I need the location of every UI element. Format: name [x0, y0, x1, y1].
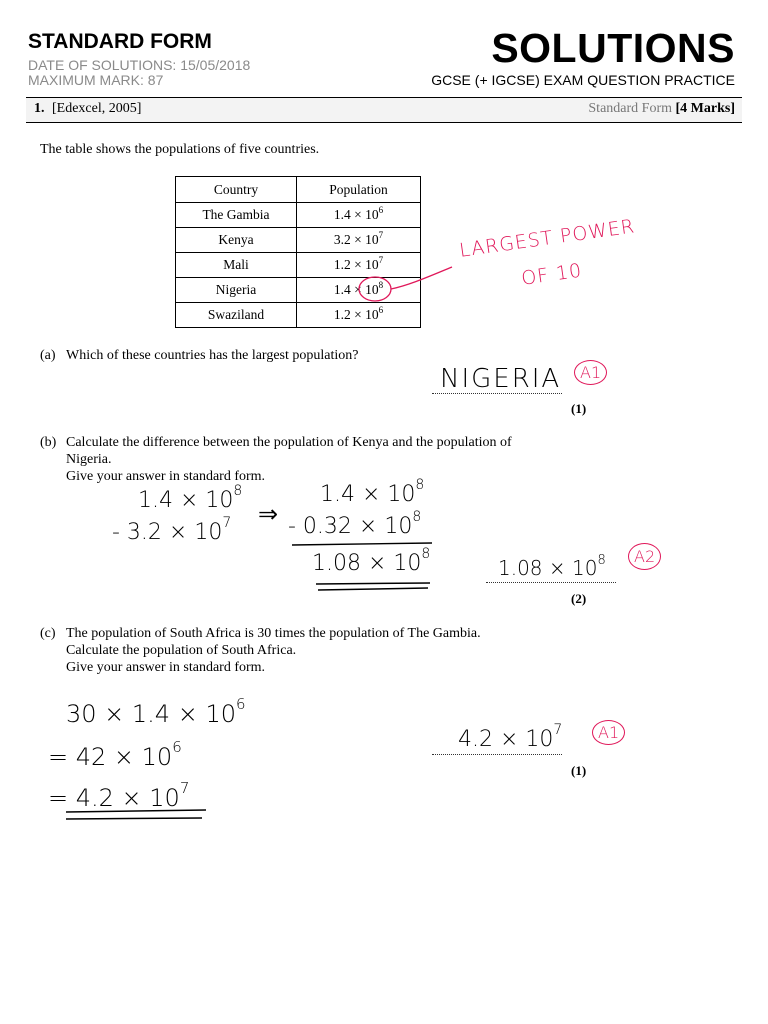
maximum-mark: MAXIMUM MARK: 87	[28, 72, 164, 88]
page-title: SOLUTIONS	[491, 25, 735, 71]
part-b-label: (b)	[40, 435, 57, 450]
column-header-country: Country	[176, 177, 297, 203]
part-b-marks: (2)	[571, 591, 587, 606]
award-badge: A2	[628, 543, 661, 570]
part-b-question-line2: Nigeria.	[66, 452, 112, 467]
part-a-answer: NIGERIA	[440, 364, 562, 394]
question-marks: [4 Marks]	[675, 101, 735, 116]
country-cell: Mali	[176, 253, 297, 278]
part-b-question-line3: Give your answer in standard form.	[66, 469, 266, 484]
question-source: [Edexcel, 2005]	[52, 101, 142, 116]
subtraction-line	[292, 543, 432, 545]
part-b-question-line1: Calculate the difference between the population of Kenya and the population of	[66, 435, 512, 450]
working-result: = $4.2 \times 10^7$	[48, 779, 190, 812]
working-line: - $0.32 \times 10^8$	[288, 509, 422, 539]
annotation-text: OF 10	[520, 259, 584, 290]
implies-arrow: ⇒	[258, 500, 279, 528]
award-badge: A1	[592, 720, 625, 745]
question-number: 1.	[34, 101, 45, 116]
part-c-question-line3: Give your answer in standard form.	[66, 660, 266, 675]
country-cell: Nigeria	[176, 278, 297, 303]
population-cell: $1.2 \times 10^6$	[297, 303, 421, 328]
population-cell: $1.2 \times 10^7$	[297, 253, 421, 278]
part-c-question-line1: The population of South Africa is 30 times the population of The Gambia.	[66, 626, 481, 641]
question-topic: Standard Form	[588, 101, 672, 116]
answer-underline	[66, 818, 202, 819]
award-badge: A1	[574, 360, 607, 385]
answer-line	[486, 582, 616, 583]
annotation-pointer-line	[391, 267, 452, 289]
column-header-population: Population	[297, 177, 421, 203]
part-c-marks: (1)	[571, 763, 587, 778]
page-subtitle: GCSE (+ IGCSE) EXAM QUESTION PRACTICE	[431, 72, 735, 88]
part-c-label: (c)	[40, 626, 56, 641]
country-cell: The Gambia	[176, 203, 297, 228]
working-result: $1.08 \times 10^8$	[312, 546, 431, 576]
part-a-question: Which of these countries has the largest population?	[66, 348, 359, 363]
answer-underline	[318, 588, 428, 590]
answer-line	[432, 393, 562, 394]
topic-title: STANDARD FORM	[28, 30, 212, 53]
part-b-answer: $1.08 \times 10^8$	[498, 553, 606, 580]
date-of-solutions: DATE OF SOLUTIONS: 15/05/2018	[28, 57, 251, 73]
answer-underline	[316, 583, 430, 584]
population-cell: $1.4 \times 10^8$	[297, 278, 421, 303]
working-line: $1.4 \times 10^8$	[320, 477, 425, 507]
working-line: = $42 \times 10^6$	[48, 738, 182, 771]
part-c-question-line2: Calculate the population of South Africa.	[66, 643, 297, 658]
working-line: $30 \times 1.4 \times 10^6$	[66, 695, 246, 728]
country-cell: Swaziland	[176, 303, 297, 328]
population-cell: $1.4 \times 10^6$	[297, 203, 421, 228]
part-a-marks: (1)	[571, 401, 587, 416]
answer-line	[432, 754, 562, 755]
working-line: $1.4 \times 10^8$	[138, 483, 243, 513]
working-line: - $3.2 \times 10^7$	[112, 515, 232, 545]
part-a-label: (a)	[40, 348, 56, 363]
highlight-circle	[359, 277, 391, 301]
part-c-answer: $4.2 \times 10^7$	[458, 722, 563, 752]
population-cell: $3.2 \times 10^7$	[297, 228, 421, 253]
annotation-text: LARGEST POWER	[458, 215, 637, 262]
question-intro: The table shows the populations of five countries.	[40, 142, 320, 157]
country-cell: Kenya	[176, 228, 297, 253]
